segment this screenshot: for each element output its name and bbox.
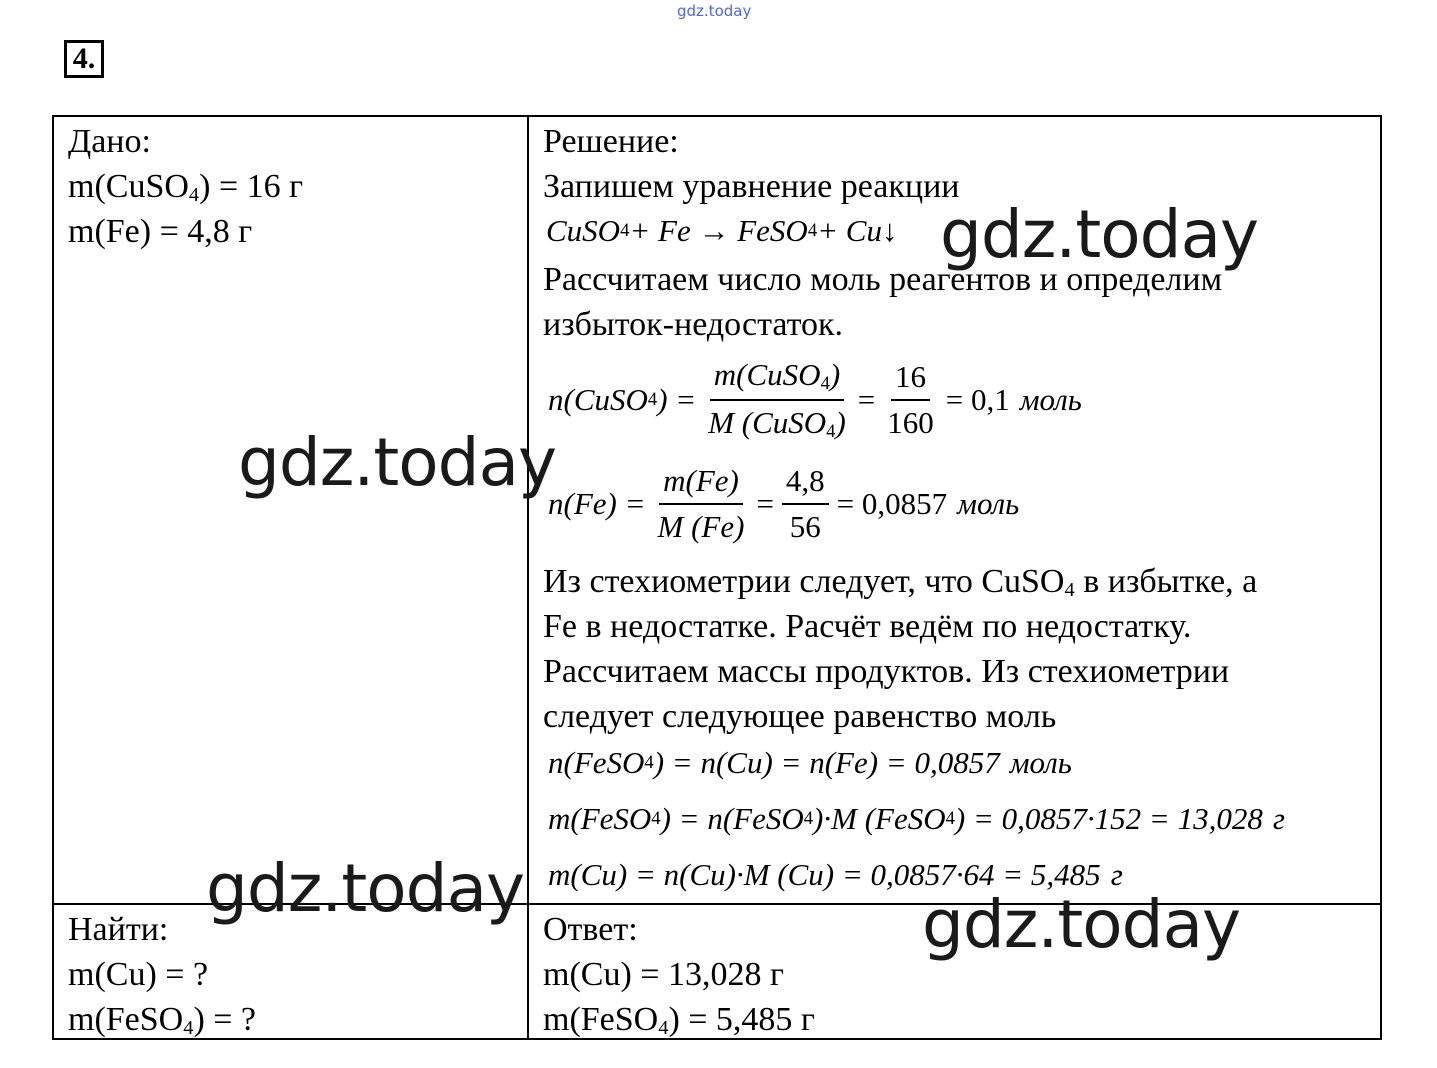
find-m-cu: m(Cu) = ? xyxy=(68,956,209,993)
watermark-2: gdz.today xyxy=(238,424,557,501)
answer-m-cu: m(Cu) = 13,028 г xyxy=(543,956,784,993)
formula-equal-moles: n(FeSO 4 ) = n(Cu) = n(Fe) = 0,0857 моль xyxy=(548,745,1072,780)
watermark-3: gdz.today xyxy=(206,850,525,927)
formula-n-cuso4: n(CuSO 4 ) = $\frac{m(CuSO_4)}{M (CuSO_4)}$ = $\frac{16}{160}$ = 0,1 моль xyxy=(548,357,1082,442)
formula-n-fe: n(Fe) = $\frac{m(Fe)}{M (Fe)}$ = $\frac{4,8}{56}$ = 0,0857 моль xyxy=(548,463,1020,544)
answer-m-feso4: m(FeSO$_4$) = 5,485 г xyxy=(543,1001,815,1039)
solution-line4: Из стехиометрии следует, что CuSO$_4$ в избытке, а xyxy=(543,563,1258,601)
given-m-fe: m(Fe) = 4,8 г xyxy=(68,213,253,250)
watermark-1: gdz.today xyxy=(940,196,1259,273)
reaction-equation: CuSO 4 + Fe → FeSO 4 + Cu↓ xyxy=(546,213,898,248)
fraction-values: $\frac{16}{160}$ xyxy=(887,359,934,440)
fraction-values-fe: $\frac{4,8}{56}$ xyxy=(782,463,829,545)
fraction-mass-over-molar-fe: $\frac{m(Fe)}{M (Fe)}$ xyxy=(657,463,745,544)
find-title: Найти: xyxy=(68,911,169,948)
formula-m-feso4: m(FeSO 4 ) = n(FeSO 4 )·M (FeSO 4 ) = 0,0857·152 = 13,028 г xyxy=(548,801,1285,836)
solution-title: Решение: xyxy=(543,123,679,160)
fraction-mass-over-molar: $\frac{m(CuSO_4)}{M (CuSO_4)}$ xyxy=(708,357,846,442)
watermark-4: gdz.today xyxy=(922,886,1241,963)
find-m-feso4: m(FeSO$_4$) = ? xyxy=(68,1001,257,1039)
solution-line3: избыток-недостаток. xyxy=(543,306,844,343)
column-divider xyxy=(527,117,529,1038)
solution-line1: Запишем уравнение реакции xyxy=(543,168,960,205)
formula-m-cu: m(Cu) = n(Cu)·M (Cu) = 0,0857·64 = 5,485 г xyxy=(548,857,1123,892)
solution-line7: следует следующее равенство моль xyxy=(543,698,1057,735)
answer-title: Ответ: xyxy=(543,911,638,948)
solution-line2: Рассчитаем число моль реагентов и определим xyxy=(543,261,1223,298)
given-title: Дано: xyxy=(68,123,151,160)
task-number: 4. xyxy=(64,40,104,78)
given-m-cuso4: m(CuSO$_4$) = 16 г xyxy=(68,168,304,206)
site-watermark-top: gdz.today xyxy=(677,2,752,20)
solution-line6: Рассчитаем массы продуктов. Из стехиометрии xyxy=(543,653,1230,690)
solution-line5: Fe в недостатке. Расчёт ведём по недостатку. xyxy=(543,608,1192,645)
